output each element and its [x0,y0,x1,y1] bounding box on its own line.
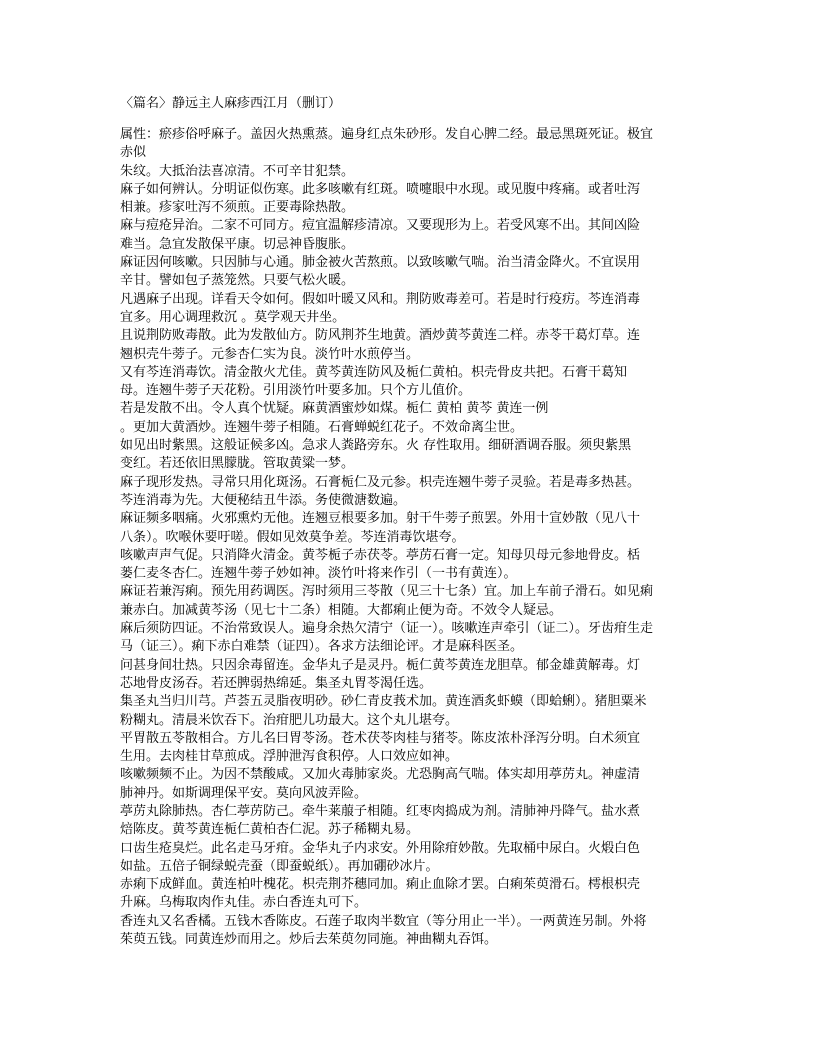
text-line: 八条）。吹喉休要吁嗟。假如见效莫争差。芩连消毒饮堪夸。 [120,529,465,545]
text-line: 兼赤白。加减黄芩汤（见七十二条）相随。大都痢止便为奇。不效令人疑忌。 [120,602,563,618]
text-line: 母。连翘牛蒡子天花粉。引用淡竹叶要多加。只个方儿值价。 [120,383,472,399]
text-line: 且说荆防败毒散。此为发散仙方。防风荆芥生地黄。酒炒黄芩黄连二样。赤苓干葛灯草。连 [120,328,641,344]
paragraph [120,291,710,328]
text-line: 麻子如何辨认。分明证似伤寒。此多咳嗽有红斑。喷嚏眼中水现。或见腹中疼痛。或者吐泻 [120,181,641,197]
text-line: 麻与痘疮异治。二家不可同方。痘宜温解疹清凉。又要现形为上。若受风寒不出。其间凶险 [120,218,641,234]
text-line: 马（证三）。痢下赤白难禁（证四）。各求方法细论评。才是麻科医圣。 [120,639,524,655]
text-line: 升麻。乌梅取肉作丸佳。赤白香连丸可下。 [120,895,368,911]
paragraph [120,254,710,291]
text-line: 咳嗽声声气促。只消降火清金。黄芩栀子赤茯苓。葶苈石膏一定。知母贝母元参地骨皮。栝 [120,547,641,563]
paragraph [120,583,710,620]
text-line: 蒌仁麦冬杏仁。连翘牛蒡子妙如神。淡竹叶将来作引（一书有黄连）。 [120,566,517,582]
paragraph [120,474,710,511]
paragraph [120,510,710,547]
text-line: 麻证频多咽痛。火邪熏灼无他。连翘豆根要多加。射干牛蒡子煎罢。外用十宣妙散（见八十 [120,511,641,527]
text-line: 麻证若兼泻痢。预先用药调医。泻时须用三苓散（见三十七条）宜。加上车前子滑石。如见痢 [120,584,654,600]
document-title: 〈篇名〉静远主人麻疹西江月（删订） [120,96,342,111]
text-line: 若是发散不出。令人真个忧疑。麻黄酒蜜炒如煤。栀仁 黄柏 黄芩 黄连一例 [120,401,549,417]
text-line: 难当。急宜发散保平康。切忌神昏腹胀。 [120,236,355,252]
text-line: 平胃散五苓散相合。方儿名曰胃苓汤。苍术茯苓肉桂与猪苓。陈皮浓朴泽泻分明。白术须宜 [120,730,641,746]
paragraph [120,657,710,694]
paragraph [120,766,710,803]
paragraph [120,181,710,218]
text-line: 口齿生疮臭烂。此名走马牙疳。金华丸子内求安。外用除疳妙散。先取桶中尿白。火煅白色 [120,840,641,856]
text-line: 芩连消毒为先。大便秘结丑牛添。务使微溏数遍。 [120,492,407,508]
text-line: 相兼。疹家吐泻不须煎。正要毒除热散。 [120,200,355,216]
text-line: 朱纹。大抵治法喜凉清。不可辛甘犯禁。 [120,163,355,179]
paragraph [120,364,710,401]
paragraph [120,126,710,163]
text-line: 问甚身间壮热。只因余毒留连。金华丸子是灵丹。栀仁黄芩黄连龙胆草。郁金雄黄解毒。灯 [120,657,641,673]
paragraph [120,730,710,767]
paragraph [120,400,710,437]
text-line: 变红。若还依旧黑朦胧。管取黄粱一梦。 [120,456,355,472]
text-line: 粉糊丸。清晨米饮吞下。治疳肥儿功最大。这个丸儿堪夸。 [120,712,459,728]
text-line: 芯地骨皮汤吞。若还脾弱热绵延。集圣丸胃苓渴任选。 [120,675,433,691]
paragraph [120,163,710,181]
text-line: 葶苈丸除肺热。杏仁葶苈防己。牵牛莱菔子相随。红枣肉捣成为剂。清肺神丹降气。盐水煮 [120,803,641,819]
text-line: 集圣丸当归川芎。芦荟五灵脂夜明砂。砂仁青皮莪术加。黄连酒炙虾蟆（即蛤蜊）。猪胆粟米 [120,694,647,710]
text-line: 翘枳壳牛蒡子。元参杏仁实为良。淡竹叶水煎停当。 [120,346,420,362]
text-line: 麻子现形发热。寻常只用化斑汤。石膏栀仁及元参。枳壳连翘牛蒡子灵验。若是毒多热甚。 [120,474,641,490]
text-line: 咳嗽频频不止。为因不禁酸咸。又加火毒肺家炎。尤恐胸高气喘。体实却用葶苈丸。神虚清 [120,767,641,783]
paragraph [120,437,710,474]
paragraph [120,840,710,877]
text-line: 属性：瘀疹俗呼麻子。盖因火热熏蒸。遍身红点朱砂形。发自心脾二经。最忌黑斑死证。极宜 [120,127,654,142]
paragraph [120,547,710,584]
text-line: 焙陈皮。黄芩黄连栀仁黄柏杏仁泥。苏子稀糊丸易。 [120,822,420,838]
text-line: 又有芩连消毒饮。清金散火尤佳。黄芩黄连防风及栀仁黄柏。枳壳骨皮共把。石膏干葛知 [120,364,628,380]
text-line: 如盐。五倍子铜绿蜕壳蚕（即蚕蜕纸）。再加硼砂冰片。 [120,858,439,874]
text-line: 麻后须防四证。不治常致误人。遍身余热欠清宁（证一）。咳嗽连声牵引（证二）。牙齿疳生走 [120,621,654,637]
text-line: 。更加大黄酒炒。连翘牛蒡子相随。石膏蝉蜕红花子。不效命离尘世。 [120,419,524,435]
text-line: 赤似 [120,145,147,161]
paragraph [120,327,710,364]
paragraph [120,217,710,254]
text-line: 肺神丹。如斯调理保平安。莫向风波弄险。 [120,785,368,801]
text-line: 茱萸五钱。同黄连炒而用之。炒后去茱萸勿同施。神曲糊丸吞饵。 [120,932,498,948]
paragraph [120,620,710,657]
paragraph [120,876,710,913]
paragraph [120,803,710,840]
paragraph [120,693,710,730]
text-line: 辛甘。譬如包子蒸笼然。只要气松火暖。 [120,273,355,289]
text-line: 生用。去肉桂甘草煎成。浮肿泄泻食积停。人口效应如神。 [120,749,459,765]
document-body [120,126,710,949]
text-line: 如见出时紫黑。这般证候多凶。急求人粪路旁东。火 存性取用。细研酒调吞服。须臾紫黑 [120,438,632,454]
text-line: 香连丸又名香橘。五钱木香陈皮。石莲子取肉半数宜（等分用止一半）。一两黄连另制。外将 [120,913,647,929]
text-line: 凡遇麻子出现。详看天令如何。假如叶暖又风和。荆防败毒差可。若是时行疫疠。芩连消毒 [120,291,641,307]
text-line: 赤痢下成鲜血。黄连柏叶槐花。枳壳荆芥穗同加。痢止血除才罢。白痢茱萸滑石。樗根枳壳 [120,877,641,893]
text-line: 麻证因何咳嗽。只因肺与心通。肺金被火苦熬煎。以致咳嗽气喘。治当清金降火。不宜误用 [120,255,641,271]
paragraph [120,913,710,950]
text-line: 宜多。用心调理救沉 。莫学观天井坐。 [120,309,346,325]
